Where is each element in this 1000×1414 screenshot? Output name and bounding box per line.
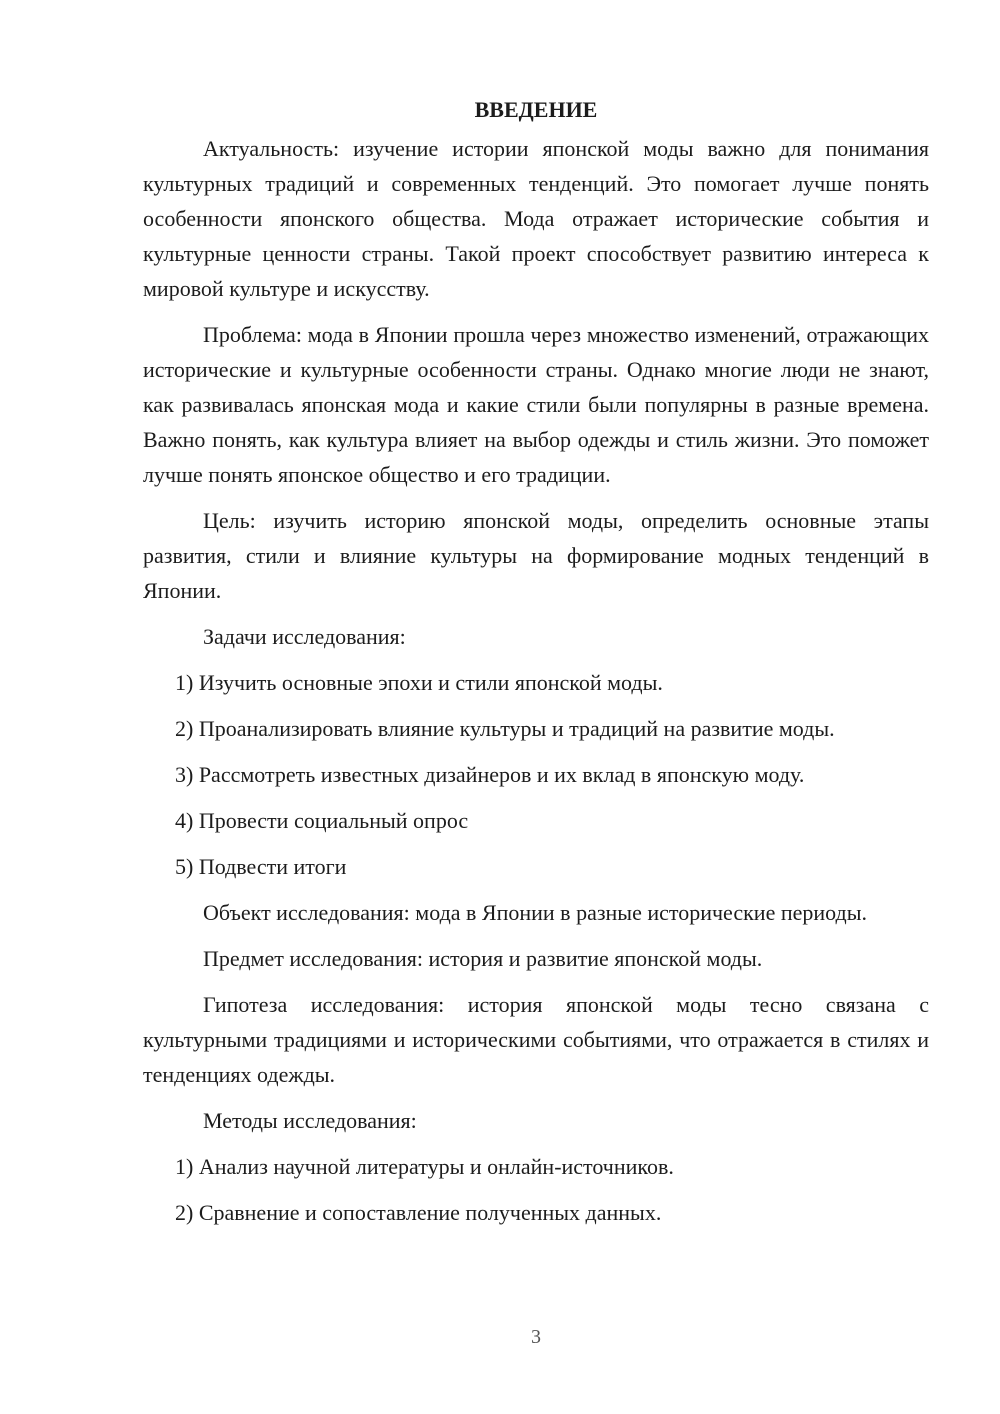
tasks-list (143, 665, 929, 884)
page-content (143, 92, 929, 1241)
page-title: ВВЕДЕНИЕ (474, 97, 598, 122)
list-item: 3) Рассмотреть известных дизайнеров и их вклад в японскую моду. (175, 762, 805, 787)
list-item: 5) Подвести итоги (175, 854, 347, 879)
tasks-heading: Задачи исследования: (203, 624, 406, 649)
methods-heading: Методы исследования: (203, 1108, 417, 1133)
list-item: 1) Изучить основные эпохи и стили японской моды. (175, 670, 663, 695)
list-item: 1) Анализ научной литературы и онлайн-источников. (175, 1154, 674, 1179)
page-number: 3 (531, 1326, 541, 1348)
methods-list (143, 1149, 929, 1230)
hypothesis-paragraph: Гипотеза исследования: история японской моды тесно связана с культурными традициями и историческими событиями, что отражается в стилях и тенденциях одежды. (143, 992, 929, 1087)
relevance-paragraph: Актуальность: изучение истории японской моды важно для понимания культурных традиций и современных тенденций. Это помогает лучше понять особенности японского общества. Мода отражает исторические события и культурные ценности страны. Такой проект способствует развитию интереса к мировой культуре и искусству. (143, 136, 929, 301)
problem-paragraph: Проблема: мода в Японии прошла через множество изменений, отражающих исторические и культурные особенности страны. Однако многие люди не знают, как развивалась японская мода и какие стили были популярны в разные времена. Важно понять, как культура влияет на выбор одежды и стиль жизни. Это поможет лучше понять японское общество и его традиции. (143, 322, 929, 487)
goal-paragraph: Цель: изучить историю японской моды, определить основные этапы развития, стили и влияние культуры на формирование модных тенденций в Японии. (143, 508, 929, 603)
object-paragraph: Объект исследования: мода в Японии в разные исторические периоды. (203, 900, 867, 925)
list-item: 2) Проанализировать влияние культуры и традиций на развитие моды. (175, 716, 835, 741)
list-item: 2) Сравнение и сопоставление полученных данных. (175, 1200, 662, 1225)
list-item: 4) Провести социальный опрос (175, 808, 469, 833)
subject-paragraph: Предмет исследования: история и развитие японской моды. (203, 946, 763, 971)
